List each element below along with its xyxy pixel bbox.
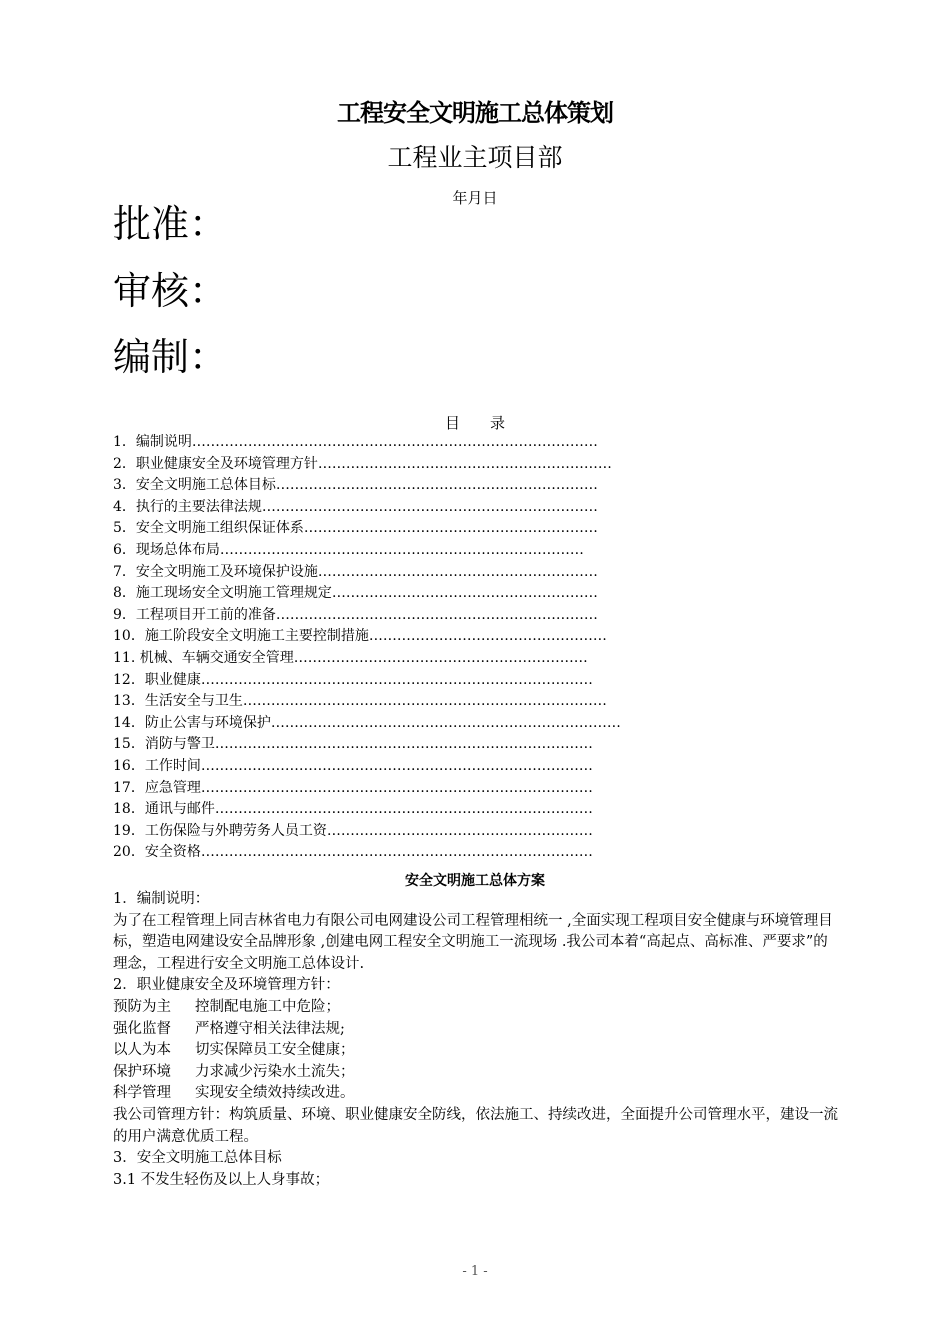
toc-item-label: 20．安全资格 [113,844,201,861]
toc-item [113,475,711,497]
toc-item [113,842,703,864]
section-title: 安全文明施工总体方案 [405,873,545,889]
toc-item-label: 12．职业健康 [113,671,201,688]
toc-item-label: 13．生活安全与卫生 [113,693,243,710]
toc-item-leader: ……………………………………………………………………… [214,801,593,818]
toc-item [113,540,711,562]
heading-2: 2．职业健康安全及环境管理方针： [113,977,340,994]
toc-item-label: 6．现场总体布局 [113,541,220,558]
policy-value: 严格遵守相关法律法规; [195,1020,345,1037]
toc-item-leader: …………………………………………………………………… [242,693,607,710]
toc-item-label: 18．通讯与邮件 [113,801,215,818]
toc-item-leader: ………………………………………………… [331,585,598,602]
policy-key: 科学管理 [113,1085,171,1102]
toc-item [113,756,703,778]
policy-key: 预防为主 [113,998,171,1015]
policy-item [113,1062,840,1084]
table-of-contents [113,432,733,864]
toc-item-leader: ………………………………………………… [326,822,593,839]
document-date: 年月日 [452,189,498,207]
toc-item-label: 7．安全文明施工及环境保护设施 [113,563,318,580]
document-body [113,889,840,1191]
toc-item-leader: ………………………………………………………………… [270,714,621,731]
toc-item [113,432,711,454]
toc-item-leader: ……………………………………………………… [303,520,598,537]
policy-list [113,997,840,1105]
toc-item-label: 16．工作时间 [113,757,201,774]
toc-item-leader: …………………………………………………………………………… [191,434,598,450]
toc-item-leader: ……………………………………………………………… [261,498,598,515]
toc-item [113,497,711,519]
policy-item [113,997,840,1019]
toc-item-leader: ……………………………………………………… [317,455,612,472]
toc-item-leader: ………………………………………………………………………… [200,779,593,796]
toc-item [113,734,703,756]
toc-item-leader: ………………………………………………………………………… [200,844,593,861]
toc-item-label: 4．执行的主要法律法规 [113,498,262,515]
heading-1: 1．编制说明： [113,891,210,907]
policy-value: 控制配电施工中危险； [195,998,340,1015]
toc-item-leader: ……………………………………………………………………… [214,736,593,753]
toc-item [113,670,703,692]
toc-item [113,605,711,627]
toc-item [113,626,703,648]
policy-item [113,1083,840,1105]
toc-item-leader: …………………………………………………………… [275,477,598,494]
paragraph-3: 3.1 不发生轻伤及以上人身事故； [113,1171,330,1188]
approval-line: 批准： [113,202,228,246]
toc-item-label: 8．施工现场安全文明施工管理规定 [113,585,332,602]
toc-item-leader: …………………………………………………………………… [219,541,584,558]
toc-item-label: 5．安全文明施工组织保证体系 [113,520,304,537]
toc-item-leader: ……………………………………………………… [293,649,588,666]
toc-item-leader: …………………………………………………………… [275,606,598,623]
toc-item-label: 19．工伤保险与外聘劳务人员工资 [113,822,327,839]
toc-heading: 目录 [444,414,535,432]
paragraph-2: 我公司管理方针：构筑质量、环境、职业健康安全防线，依法施工、持续改进，全面提升公司管理水平，建设一流的用户满意优质工程。 [113,1106,838,1145]
policy-value: 力求减少污染水土流失； [195,1063,355,1080]
toc-item [113,562,711,584]
policy-value: 切实保障员工安全健康； [195,1042,355,1059]
toc-item-label: 9．工程项目开工前的准备 [113,606,276,623]
policy-value: 实现安全绩效持续改进。 [195,1085,355,1102]
page-number: - 1 - [462,1264,488,1279]
toc-item-leader: …………………………………………… [368,628,607,645]
toc-item [113,821,703,843]
review-line: 审核： [113,269,228,313]
document-title: 工程安全文明施工总体策划 [337,99,613,127]
policy-key: 强化监督 [113,1020,171,1037]
toc-item [113,454,711,476]
toc-item [113,518,711,540]
author-line: 编制： [113,335,228,379]
document-subtitle: 工程业主项目部 [387,143,563,172]
toc-item-label: 3．安全文明施工总体目标 [113,477,276,494]
policy-item [113,1040,840,1062]
toc-item [113,691,703,713]
toc-item [113,713,703,735]
toc-item-leader: ………………………………………………………………………… [200,671,593,688]
toc-item-label: 10．施工阶段安全文明施工主要控制措施 [113,628,369,645]
toc-item [113,799,703,821]
toc-item-label: 1．编制说明 [113,434,192,450]
toc-item-label: 11. 机械、车辆交通安全管理 [113,649,294,666]
toc-item-label: 15．消防与警卫 [113,736,215,753]
policy-item [113,1019,840,1041]
toc-item [113,778,703,800]
policy-key: 以人为本 [113,1042,171,1059]
policy-key: 保护环境 [113,1063,171,1080]
toc-item [113,648,703,670]
heading-3: 3．安全文明施工总体目标 [113,1150,282,1167]
toc-item-label: 17．应急管理 [113,779,201,796]
toc-item-leader: ………………………………………………………………………… [200,757,593,774]
toc-item [113,583,711,605]
toc-item-label: 2．职业健康安全及环境管理方针 [113,455,318,472]
toc-item-leader: …………………………………………………… [317,563,598,580]
paragraph-1: 为了在工程管理上同吉林省电力有限公司电网建设公司工程管理相统一 ,全面实现工程项目安全健康与环境管理目标，塑造电网建设安全品牌形象 ,创建电网工程安全文明施工一流现场 .我公司本着“高起点、高标准、严要求”的理念，工程进行安全文明施工总体设计. [113,912,833,972]
toc-item-label: 14．防止公害与环境保护 [113,714,271,731]
